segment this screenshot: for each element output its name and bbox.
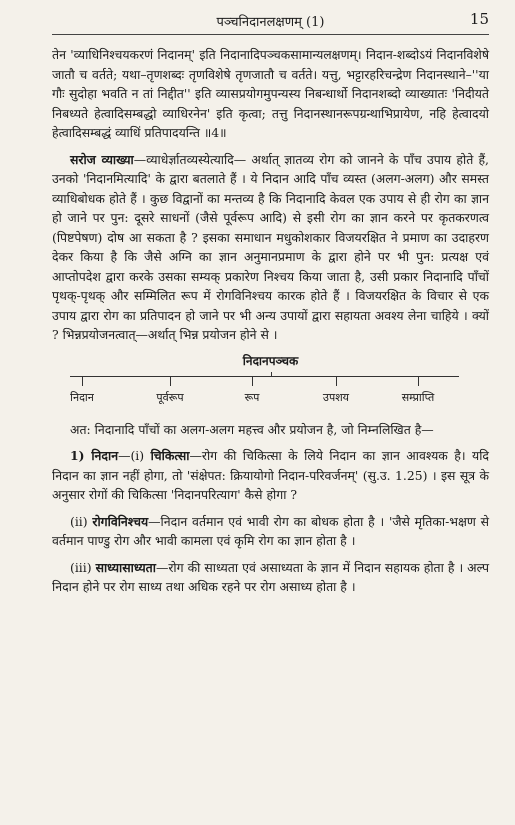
diagram-bar (70, 376, 459, 377)
point-heading-sadhyasadhyata: साध्यासाध्यता (95, 559, 156, 575)
point-sub-marker: —(i) (118, 448, 151, 463)
diagram-title: निदानपञ्चक (242, 353, 299, 368)
diagram-item-purvarupa: पूर्वरूप (156, 390, 184, 404)
diagram-drop (336, 376, 337, 386)
diagram-drop (418, 376, 419, 386)
point-text-chikitsa: —रोग की चिकित्सा के लिये निदान का ज्ञान आवश्यक है। यदि निदान का ज्ञान नहीं होगा, तो 'संक्षेपत: क्रियायोगो निदान-परिवर्जनम्' (सु.उ. 1.25) । इस सूत्र के अनुसार रोगों की चिकित्सा 'निदानपरित्याग' कैसे होगा ? (52, 448, 489, 502)
commentary-heading: सरोज व्याख्या (70, 151, 134, 167)
commentary-text: —व्याधेर्ज्ञातव्यस्येत्यादि— अर्थात् ज्ञातव्य रोग को जानने के पाँच उपाय होते हैं, उनको 'निदानमित्यादि' के द्वारा बतलाते हैं । ये निदान आदि पाँच व्यस्त (अलग-अलग) और समस्त व्याधिबोधक होते हैं । कुछ विद्वानों का मन्तव्य है कि निदानादि केवल एक उपाय से ही रोग का ज्ञान हो जाने पर पुन: दूसरे साधनों (जैसे पूर्वरूप आदि) से इसी रोग का ज्ञान करने पर कृतकरणत्व (पिष्टपेषण) दोष आ सकता है ? इसका समाधान मधुकोशकार विजयरक्षित ने प्रमाण का उदाहरण देकर किया है कि जैसे अग्नि का ज्ञान अनुमानप्रमाण के द्वारा होने पर भी पुन: प्रत्यक्ष एवं आप्तोपदेश द्वारा करके उसका सम्यक् प्रकारेण निश्चय किया जाता है, उसी प्रकार निदानादि पाँचों पृथक्-पृथक् और सम्मिलित रूप में रोगविनिश्चय कारक होते हैं । विजयरक्षित के विचार से एक उपाय द्वारा रोग का प्रतिपादन हो जाने पर भी अन्य उपायों द्वारा सहायता अवश्य लेना चाहिये । क्यों ? भिन्नप्रयोजनत्वात्—अर्थात् भिन्न प्रयोजन होने से । (52, 151, 489, 342)
point-sadhyasadhyata (52, 558, 489, 597)
diagram-item-rupa: रूप (244, 390, 260, 404)
point-heading-nidana: 1) निदान (70, 448, 119, 463)
diagram-item-samprapti: सम्प्राप्ति (401, 390, 435, 404)
point-num: (iii) (70, 559, 96, 575)
point-heading-vinishchaya: रोगविनिश्चय (92, 513, 149, 529)
point-text-vinishchaya: —निदान वर्तमान एवं भावी रोग का बोधक होता है । 'जैसे मृतिका-भक्षण से वर्तमान पाण्डु रोग और भावी कामला एवं कृमि रोग का ज्ञान होता है । (52, 513, 489, 548)
diagram-drop (170, 376, 171, 386)
point-num: (ii) (70, 513, 93, 529)
sanskrit-paragraph: तेन 'व्याधिनिश्चयकरणं निदानम्' इति निदानादिपञ्चकसामान्यलक्षणम्। निदान-शब्दोऽयं निदानविशेषे जातौ च वर्तते; यथा–तृणशब्दः तृणविशेषे तृणजातौ च वर्तते। यत्तु, भट्टारहरिचन्द्रेण निदानस्थाने–''या गौः सुदोहा भवति न तां निद्दीत'' इति व्यासप्रयोगमुपन्यस्य निबन्धार्थो निदानशब्दो व्याख्यातः 'निदीयते निबध्यते हेत्वादिसम्बद्धो व्याधिरनेन' इति कृत्वा; तत्तु निदानस्थानरूपग्रन्थाभिप्रायेण, नहि हेत्वादयो हेत्वादिसम्बद्धं व्याधिं प्रतिपादयन्ति ॥4॥ (52, 47, 489, 140)
point-text-sadhyasadhyata: —रोग की साध्यता एवं असाध्यता के ज्ञान में निदान सहायक होता है । अल्प निदान होने पर रोग साध्य तथा अधिक रहने पर रोग असाध्य होता है । (52, 559, 489, 594)
intro-paragraph: अत: निदानादि पाँचों का अलग-अलग महत्त्व और प्रयोजन है, जो निम्नलिखित है— (70, 421, 434, 437)
diagram-drop (82, 376, 83, 386)
point-chikitsa (52, 446, 489, 505)
point-subheading-chikitsa: चिकित्सा (150, 448, 190, 463)
diagram-item-upashaya: उपशय (322, 390, 350, 404)
point-roga-vinishchaya (52, 512, 489, 551)
commentary-paragraph (52, 150, 489, 345)
diagram-drop (252, 376, 253, 386)
page-header (52, 10, 489, 35)
running-head: पञ्चनिदानलक्षणम् (1) (216, 15, 325, 30)
page-number: 15 (469, 10, 489, 28)
nidana-panchaka-diagram (52, 352, 489, 412)
diagram-item-nidana: निदान (70, 390, 94, 404)
